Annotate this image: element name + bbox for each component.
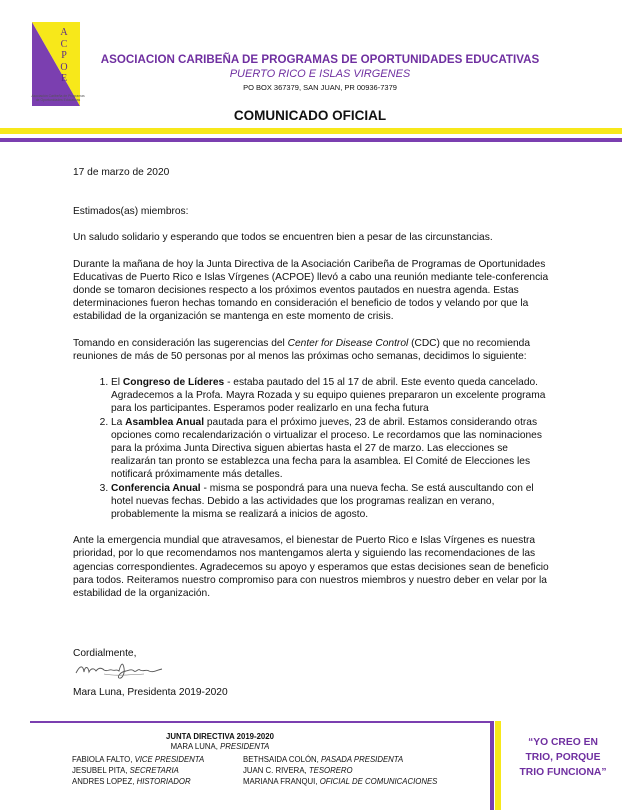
member-name: JESUBEL PITA, <box>72 765 128 775</box>
footer-purple-rule <box>30 721 492 723</box>
logo-letter: O <box>60 61 68 73</box>
handwritten-signature <box>74 659 166 683</box>
motto <box>508 735 618 780</box>
motto-line: TRIO FUNCIONA” <box>519 767 607 778</box>
organization-subtitle: PUERTO RICO E ISLAS VIRGENES <box>229 68 411 80</box>
member-name: ANDRES LOPEZ, <box>72 776 135 786</box>
header-purple-rule <box>0 138 622 142</box>
board-member <box>72 766 204 777</box>
member-role: PASADA PRESIDENTA <box>321 755 404 764</box>
greeting-paragraph: Un saludo solidario y esperando que todos se encuentren bien a pesar de las circunstancias. <box>73 232 493 244</box>
decisions-list <box>73 376 551 521</box>
footer-purple-divider <box>490 721 494 810</box>
member-role: HISTORIADOR <box>136 776 191 786</box>
item-text: - estaba pautado del 15 al 17 de abril. Este evento queda cancelado. Agradecemos a la Profa. Mayra Rozada y su equipo quienes prepararon un excelente programa para los participantes. Esperamos poder realizarlo en una fecha futura <box>111 377 546 415</box>
paragraph-cdc <box>73 337 551 363</box>
footer-yellow-divider <box>495 721 501 810</box>
member-name: FABIOLA FALTO, <box>72 755 133 764</box>
board-president <box>60 742 380 751</box>
signer-name: Mara Luna, Presidenta 2019-2020 <box>73 687 228 698</box>
member-name: MARIANA FRANQUI, <box>243 776 318 786</box>
board-member <box>243 777 437 788</box>
list-item <box>111 482 551 522</box>
item-event-name: Asamblea Anual <box>125 416 205 428</box>
letter-body <box>73 166 551 613</box>
board-title: JUNTA DIRECTIVA 2019-2020 <box>166 732 274 741</box>
paragraph-meeting: Durante la mañana de hoy la Junta Directiva de la Asociación Caribeña de Programas de Oportunidades Educativas de Puerto Rico e Islas Vírgenes (ACPOE) llevó a cabo una reunión mediante tele-conferencia donde se tomaron decisiones respecto a los próximos eventos pautados en nuestra agenda. Estas determinaciones fueron hechas tomando en consideración el beneficio de todos y velando por que la estabilidad de la organización se mantenga en este momento de crisis. <box>73 258 549 323</box>
item-event-name: Conferencia Anual <box>111 482 201 494</box>
member-name: JUAN C. RIVERA, <box>243 765 307 775</box>
board-members-right <box>243 755 437 787</box>
board-member <box>72 777 204 788</box>
board-member <box>243 766 437 777</box>
logo-letter: E <box>60 73 68 84</box>
member-name: BETHSAIDA COLÓN, <box>243 755 319 764</box>
board-member <box>243 755 437 766</box>
item-text: - misma se pospondrá para una nueva fecha. Se está auscultando con el hotel nuevas fechas. Debido a las actividades que los programas realizan en verano, probablemente la misma se realizará a inicios de agosto. <box>111 482 534 521</box>
member-role: OFICIAL DE COMUNICACIONES <box>319 776 438 786</box>
document-title: COMUNICADO OFICIAL <box>233 108 387 123</box>
board-member <box>72 755 204 766</box>
motto-line: “YO CREO EN <box>528 737 598 748</box>
logo-letters <box>57 27 71 85</box>
member-name: MARA LUNA, <box>170 742 218 751</box>
member-role: TESORERO <box>308 765 353 775</box>
organization-address: PO BOX 367379, SAN JUAN, PR 00936-7379 <box>243 83 397 92</box>
list-item <box>111 376 551 416</box>
board-members-left <box>72 755 204 787</box>
item-prefix: El <box>111 377 123 389</box>
paragraph-emergency: Ante la emergencia mundial que atravesamos, el bienestar de Puerto Rico e Islas Vírgenes es nuestra prioridad, por lo que recomendamos nos mantengamos alerta y siguiendo las recomendaciones de las agencias correspondientes. Agradecemos su apoyo y esperamos que estas decisiones sean de beneficio para todos. Reiteramos nuestro compromiso para con nuestros miembros y nuestro deber en velar por la estabilidad de la organización. <box>73 535 549 600</box>
logo-caption: Asociación Caribeña de Programas de Oportunidades Educativas <box>31 94 85 102</box>
item-event-name: Congreso de Líderes <box>122 377 225 389</box>
list-item <box>111 416 551 482</box>
salutation: Estimados(as) miembros: <box>73 206 189 218</box>
cdc-text-start: Tomando en consideración las sugerencias del <box>73 337 288 349</box>
letter-date: 17 de marzo de 2020 <box>73 167 170 178</box>
member-role: SECRETARIA <box>129 765 179 775</box>
item-text: pautada para el próximo jueves, 23 de abril. Estamos considerando otras opciones como recalendarización o virtualizar el proceso. Le recordamos que las nominaciones para la próxima Junta Directiva siguen abiertas hasta el 27 de marzo. Las elecciones se realizarán tan pronto se establezca una fecha para la asamblea. El Comité de Elecciones les notificará próximamente más detalles. <box>111 416 542 481</box>
logo-letter: A <box>60 27 68 38</box>
item-prefix: La <box>111 416 126 428</box>
motto-line: TRIO, PORQUE <box>525 752 601 763</box>
header-yellow-rule <box>0 128 622 134</box>
closing: Cordialmente, <box>73 648 137 659</box>
logo-letter: C <box>60 38 68 50</box>
organization-name: ASOCIACION CARIBEÑA DE PROGRAMAS DE OPORTUNIDADES EDUCATIVAS <box>100 53 540 66</box>
logo-letter: P <box>61 50 67 61</box>
member-role: PRESIDENTA <box>220 742 270 751</box>
member-role: VICE PRESIDENTA <box>134 755 205 764</box>
cdc-name: Center for Disease Control <box>287 337 409 349</box>
cdc-text-end: (CDC) que no recomienda reuniones de más de 50 personas por al menos las próximas ocho semanas, decidimos lo siguiente: <box>73 337 530 362</box>
